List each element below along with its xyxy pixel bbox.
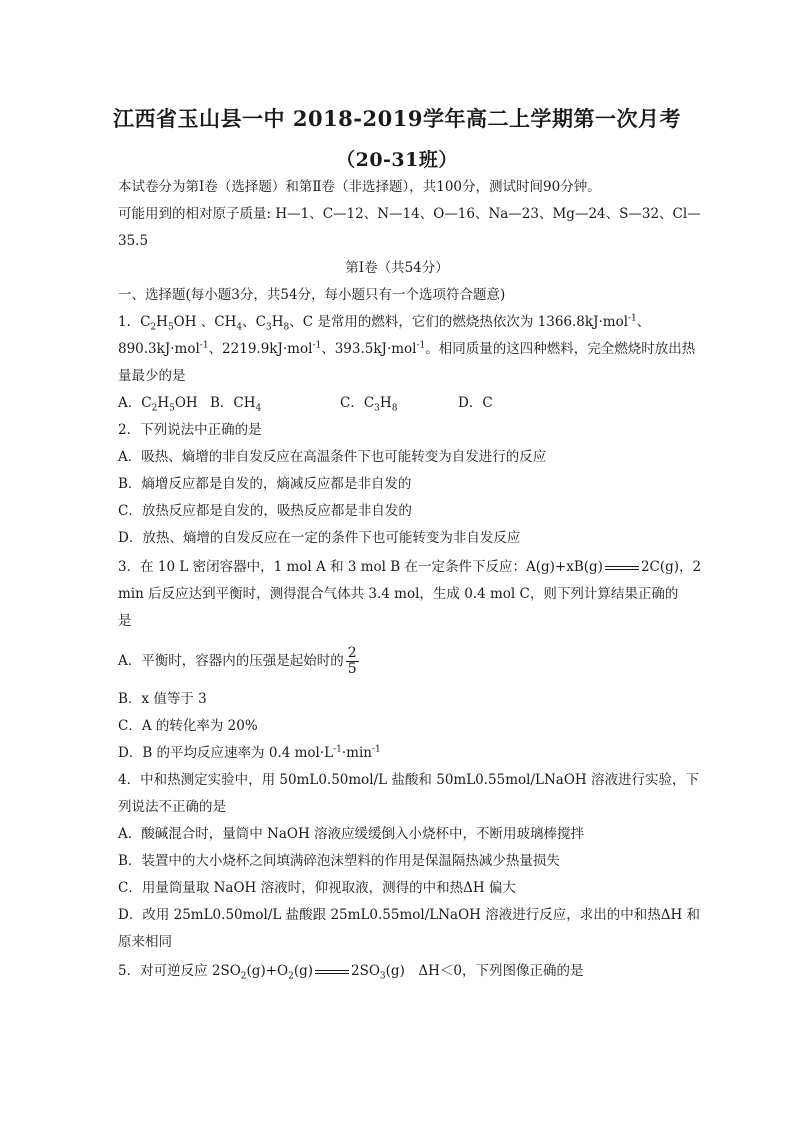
q5-stem: 5．对可逆反应 $2SO_2(g)+O_2(g)$ $2SO_3(g)$ ΔH＜0，下列图像正确的是 [118,963,584,982]
q3-option-a: A．平衡时，容器内的压强是起始时的 $\frac{2}{5}$ [118,645,357,677]
q1-options [118,393,678,413]
q4-stem-line-2: 列说法不正确的是 [118,799,226,815]
section-instructions: 一、选择题(每小题3分，共54分，每小题只有一个选项符合题意) [118,287,506,303]
q1-stem-line-1: 1．$C_2H_5OH$ 、$CH_4$、$C_3H_8$、C 是常用的燃料，它们的燃烧热依次为 1366.8kJ·mol$^{-1}$、 [118,313,651,333]
exam-subtitle: （20-31班） [336,149,458,171]
q2-option-a: A．吸热、熵增的非自发反应在高温条件下也可能转变为自发进行的反应 [118,449,547,465]
q3-stem-line-3: 是 [118,613,132,629]
q4-option-c: C．用量筒量取 NaOH 溶液时，仰视取液，测得的中和热ΔH 偏大 [118,880,516,896]
q4-option-d-line-2: 原来相同 [118,934,172,950]
q4-option-a: A．酸碱混合时，量筒中 NaOH 溶液应缓缓倒入小烧杯中，不断用玻璃棒搅拌 [118,826,585,842]
q1-option-c: C．$C_3H_8$ [340,395,398,414]
exam-title: 江西省玉山县一中 2018-2019学年高二上学期第一次月考 [113,106,681,131]
q3-option-b: B．x 值等于 3 [118,691,207,707]
q3-stem-line-2: min 后反应达到平衡时，测得混合气体共 3.4 mol，生成 0.4 mol C，则下列计算结果正确的 [118,586,679,602]
q4-option-d-line-1: D．改用 25mL0.50mol/L 盐酸跟 25mL0.55mol/LNaOH 溶液进行反应，求出的中和热ΔH 和 [118,907,701,923]
q1-option-a: A．$C_2H_5OH$ [118,395,198,414]
section-title: 第Ⅰ卷（共54分） [345,260,449,276]
q1-stem-line-3: 量最少的是 [118,368,186,384]
q1-option-b: B．$CH_4$ [210,395,262,414]
q2-option-d: D．放热、熵增的自发反应在一定的条件下也可能转变为非自发反应 [118,530,521,546]
q4-stem-line-1: 4．中和热测定实验中，用 50mL0.50mol/L 盐酸和 50mL0.55mol/LNaOH 溶液进行实验，下 [118,772,699,788]
q1-option-d: D．C [458,395,493,411]
q2-option-c: C．放热反应都是自发的，吸热反应都是非自发的 [118,503,412,519]
q1-stem-line-2: 890.3kJ·mol$^{-1}$、2219.9kJ·mol$^{-1}$、393.5kJ·mol$^{-1}$。相同质量的这四种燃料，完全燃烧时放出热 [118,340,696,357]
fraction: $\frac{2}{5}$ [347,645,357,677]
q3-option-c: C．A 的转化率为 20% [118,718,258,734]
q3-option-d: D．B 的平均反应速率为 0.4 $mol\cdot L^{-1}\cdot\min^{-1}$ [118,744,381,761]
q2-stem: 2．下列说法中正确的是 [118,422,262,438]
q3-stem-line-1: 3．在 10 L 密闭容器中，1 mol A 和 3 mol B 在一定条件下反应：A(g)+xB(g) 2C(g)，2 [118,559,702,575]
intro-line-2: 可能用到的相对原子质量: H—1、C—12、N—14、O—16、Na—23、Mg—24、S—32、Cl— [118,206,701,222]
equilibrium-arrow-icon [605,564,639,572]
q4-option-b: B．装置中的大小烧杯之间填满碎泡沫塑料的作用是保温隔热减少热量损失 [118,853,560,869]
intro-line-3: 35.5 [118,233,149,249]
intro-line-1: 本试卷分为第Ⅰ卷（选择题）和第Ⅱ卷（非选择题），共100分，测试时间90分钟。 [118,179,601,195]
equilibrium-arrow-icon [315,968,349,976]
q2-option-b: B．熵增反应都是自发的，熵减反应都是非自发的 [118,476,412,492]
